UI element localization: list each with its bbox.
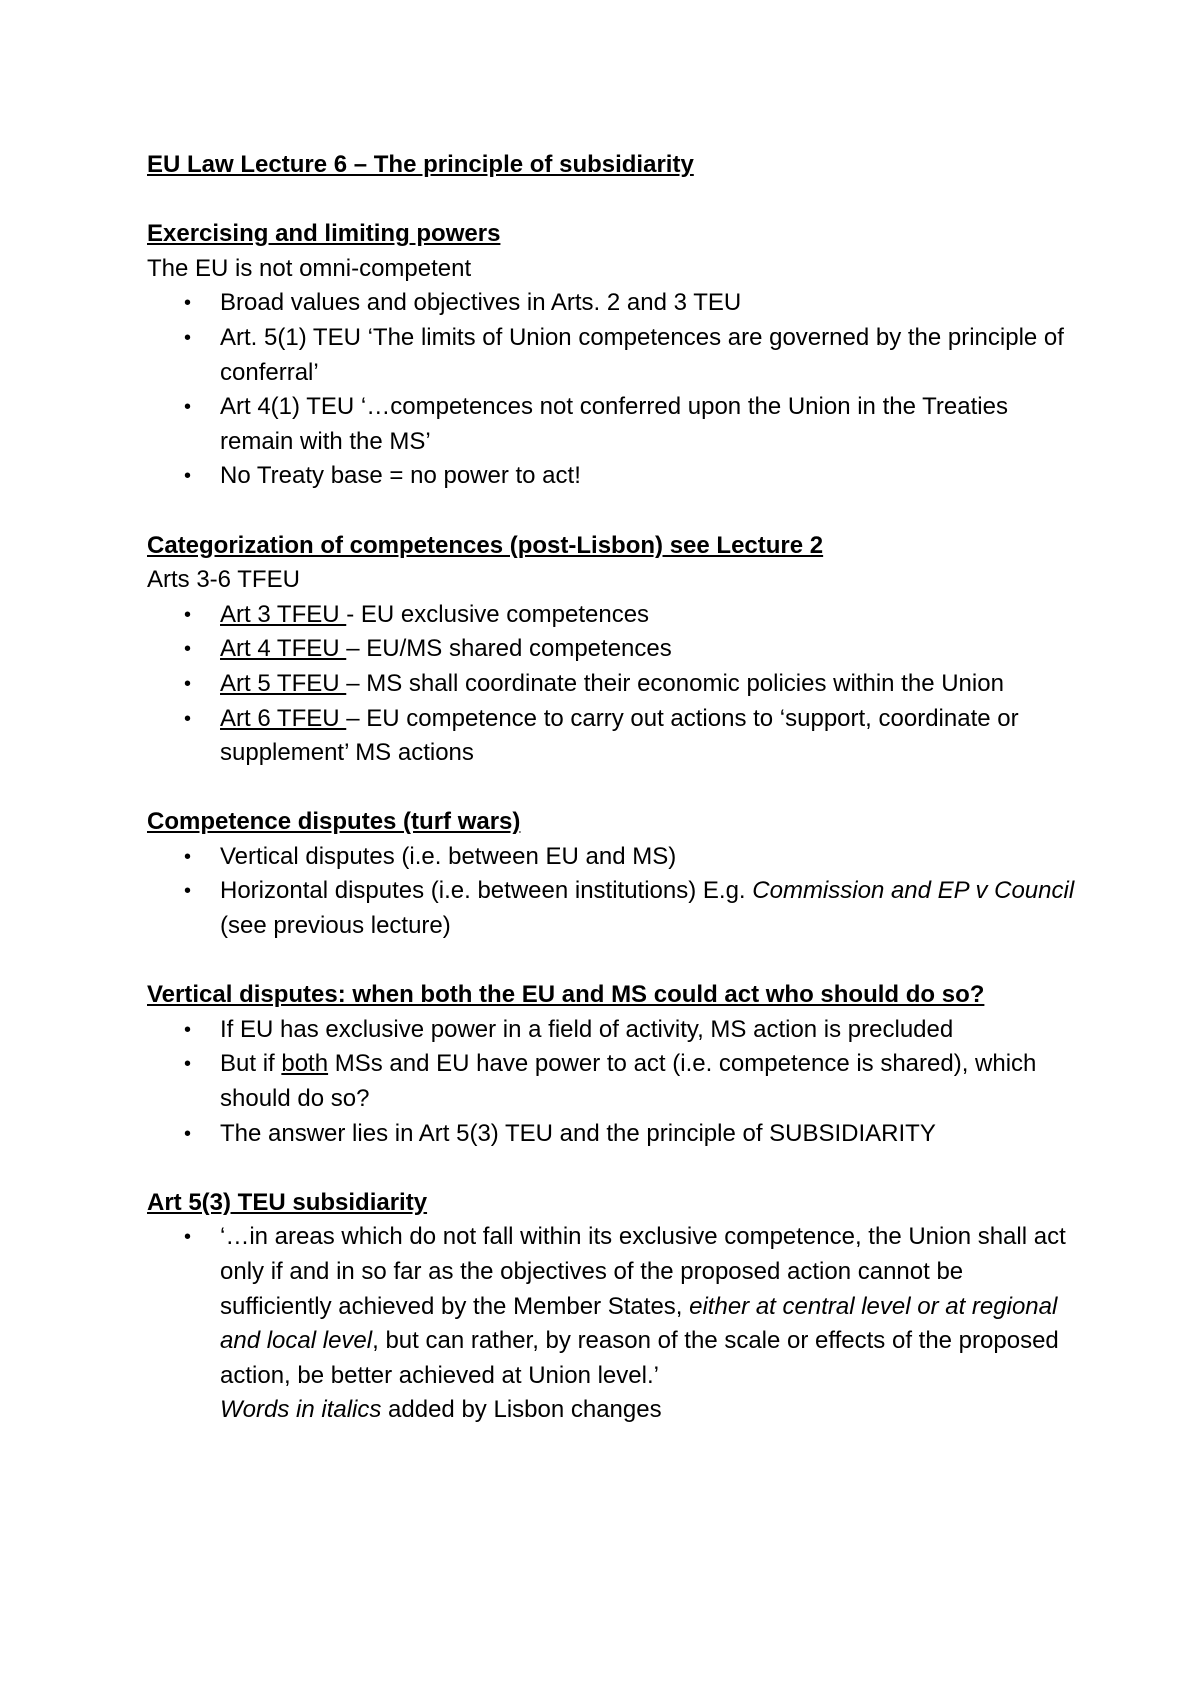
section-heading-subsidiarity: Art 5(3) TEU subsidiarity — [147, 1188, 428, 1216]
spacer — [147, 183, 1077, 218]
bullet-icon: • — [184, 1053, 192, 1076]
list-item: • Art 3 TFEU - EU exclusive competences — [147, 598, 1077, 633]
bullet-list-powers — [147, 286, 1077, 494]
list-item: • Art 4(1) TEU ‘…competences not conferred upon the Union in the Treaties remain with the MS’ — [147, 390, 1077, 459]
bullet-list-vertical — [147, 1013, 1077, 1151]
bullet-list-disputes — [147, 840, 1077, 944]
section-heading-disputes: Competence disputes (turf wars) — [147, 808, 521, 836]
bullet-icon: • — [184, 326, 192, 349]
bullet-icon: • — [184, 638, 192, 661]
list-item: • Vertical disputes (i.e. between EU and MS) — [147, 840, 1077, 875]
article-reference: Art 3 TFEU — [220, 600, 347, 628]
bullet-icon: • — [184, 672, 192, 695]
section-heading-powers: Exercising and limiting powers — [147, 220, 501, 248]
spacer — [147, 494, 1077, 529]
article-reference: Art 6 TFEU — [220, 704, 347, 732]
list-item: • Art. 5(1) TEU ‘The limits of Union competences are governed by the principle of conferral’ — [147, 321, 1077, 390]
bullet-icon: • — [184, 1226, 192, 1249]
list-item: • Broad values and objectives in Arts. 2 and 3 TEU — [147, 286, 1077, 321]
list-item: • The answer lies in Art 5(3) TEU and the principle of SUBSIDIARITY — [147, 1117, 1077, 1152]
article-reference: Art 5 TFEU — [220, 669, 347, 697]
bullet-list-subsidiarity — [147, 1220, 1077, 1428]
section-heading-vertical: Vertical disputes: when both the EU and MS could act who should do so? — [147, 981, 985, 1009]
bullet-icon: • — [184, 1122, 192, 1145]
bullet-icon: • — [184, 603, 192, 626]
bullet-list-categorization — [147, 598, 1077, 771]
section-intro-categorization: Arts 3-6 TFEU — [147, 566, 300, 594]
list-item: • Art 4 TFEU – EU/MS shared competences — [147, 632, 1077, 667]
bullet-icon: • — [184, 465, 192, 488]
document-page — [147, 148, 1077, 1428]
list-item: • Art 5 TFEU – MS shall coordinate their economic policies within the Union — [147, 667, 1077, 702]
bullet-icon: • — [184, 292, 192, 315]
italic-phrase: either at central level or at regional and local level — [220, 1292, 1058, 1355]
list-item: • Art 6 TFEU – EU competence to carry out actions to ‘support, coordinate or supplement’ MS actions — [147, 702, 1077, 771]
list-item: • Horizontal disputes (i.e. between institutions) E.g. Commission and EP v Council (see previous lecture) — [147, 874, 1077, 943]
document-title: EU Law Lecture 6 – The principle of subsidiarity — [147, 151, 694, 178]
bullet-icon: • — [184, 1018, 192, 1041]
italic-note: Words in italics — [220, 1396, 382, 1424]
list-item: • If EU has exclusive power in a field of activity, MS action is precluded — [147, 1013, 1077, 1048]
section-heading-categorization: Categorization of competences (post-Lisbon) see Lecture 2 — [147, 531, 824, 559]
list-item: • ‘…in areas which do not fall within its exclusive competence, the Union shall act only if and in so far as the objectives of the proposed action cannot be sufficiently achieved by the Member States, either at central level or at regional and local level, but can rather, by reason of the scale or effects of the proposed action, be better achieved at Union level.’ Words in italics added by Lisbon changes — [147, 1220, 1077, 1428]
bullet-icon: • — [184, 845, 192, 868]
list-item: • But if both MSs and EU have power to act (i.e. competence is shared), which should do so? — [147, 1047, 1077, 1116]
emphasis-word: both — [281, 1050, 329, 1078]
bullet-icon: • — [184, 707, 192, 730]
bullet-icon: • — [184, 880, 192, 903]
case-name: Commission and EP v Council — [752, 877, 1075, 905]
spacer — [147, 944, 1077, 979]
section-intro-powers: The EU is not omni-competent — [147, 254, 472, 282]
article-reference: Art 4 TFEU — [220, 635, 347, 663]
bullet-icon: • — [184, 396, 192, 419]
spacer — [147, 1151, 1077, 1186]
list-item: • No Treaty base = no power to act! — [147, 459, 1077, 494]
spacer — [147, 771, 1077, 806]
